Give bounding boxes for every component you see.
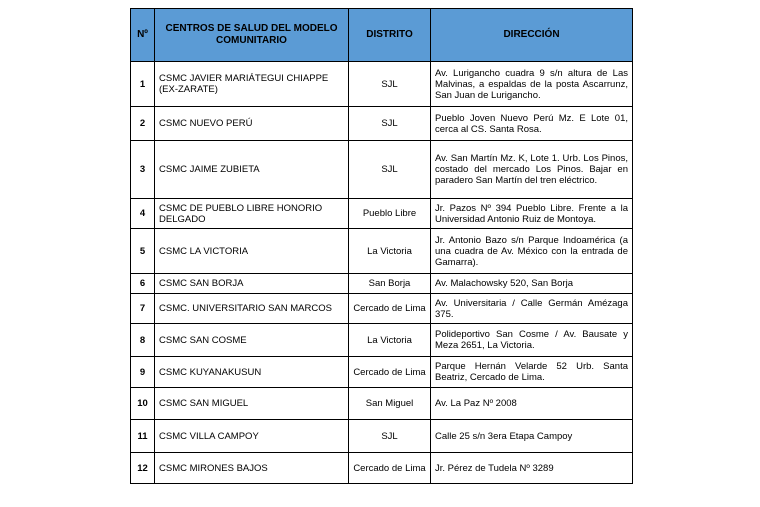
table-row (131, 199, 633, 229)
row-number: 1 (131, 62, 155, 107)
center-name: CSMC. UNIVERSITARIO SAN MARCOS (155, 294, 349, 324)
table-row (131, 324, 633, 357)
address: Av. La Paz Nº 2008 (431, 388, 633, 420)
address: Av. Malachowsky 520, San Borja (431, 274, 633, 294)
district: La Victoria (349, 324, 431, 357)
district: Cercado de Lima (349, 453, 431, 484)
address: Av. Universitaria / Calle Germán Amézaga 375. (431, 294, 633, 324)
center-name: CSMC KUYANAKUSUN (155, 357, 349, 388)
address: Jr. Pazos Nº 394 Pueblo Libre. Frente a la Universidad Antonio Ruiz de Montoya. (431, 199, 633, 229)
health-centers-table (130, 8, 633, 484)
table-row (131, 107, 633, 141)
district: SJL (349, 107, 431, 141)
table-row (131, 229, 633, 274)
table-row (131, 388, 633, 420)
center-name: CSMC SAN COSME (155, 324, 349, 357)
center-name: CSMC SAN BORJA (155, 274, 349, 294)
row-number: 6 (131, 274, 155, 294)
center-name: CSMC NUEVO PERÚ (155, 107, 349, 141)
row-number: 12 (131, 453, 155, 484)
row-number: 5 (131, 229, 155, 274)
address: Av. San Martín Mz. K, Lote 1. Urb. Los Pinos, costado del mercado Los Pinos. Bajar en paradero San Martín del tren eléctrico. (431, 141, 633, 199)
center-name: CSMC MIRONES BAJOS (155, 453, 349, 484)
header-number: Nº (131, 9, 155, 62)
table-row (131, 274, 633, 294)
district: Cercado de Lima (349, 294, 431, 324)
table-row (131, 453, 633, 484)
center-name: CSMC SAN MIGUEL (155, 388, 349, 420)
row-number: 10 (131, 388, 155, 420)
district: SJL (349, 420, 431, 453)
address: Polideportivo San Cosme / Av. Bausate y Meza 2651, La Victoria. (431, 324, 633, 357)
header-center-name: CENTROS DE SALUD DEL MODELO COMUNITARIO (155, 9, 349, 62)
district: San Miguel (349, 388, 431, 420)
row-number: 8 (131, 324, 155, 357)
center-name: CSMC LA VICTORIA (155, 229, 349, 274)
center-name: CSMC DE PUEBLO LIBRE HONORIO DELGADO (155, 199, 349, 229)
table-row (131, 420, 633, 453)
row-number: 4 (131, 199, 155, 229)
row-number: 9 (131, 357, 155, 388)
center-name: CSMC JAIME ZUBIETA (155, 141, 349, 199)
district: Cercado de Lima (349, 357, 431, 388)
header-row (131, 9, 633, 62)
center-name: CSMC JAVIER MARIÁTEGUI CHIAPPE (EX-ZARATE) (155, 62, 349, 107)
district: SJL (349, 141, 431, 199)
address: Pueblo Joven Nuevo Perú Mz. E Lote 01, cerca al CS. Santa Rosa. (431, 107, 633, 141)
center-name: CSMC VILLA CAMPOY (155, 420, 349, 453)
address: Parque Hernán Velarde 52 Urb. Santa Beatriz, Cercado de Lima. (431, 357, 633, 388)
district: La Victoria (349, 229, 431, 274)
district: SJL (349, 62, 431, 107)
row-number: 3 (131, 141, 155, 199)
table-row (131, 62, 633, 107)
row-number: 2 (131, 107, 155, 141)
row-number: 11 (131, 420, 155, 453)
address: Calle 25 s/n 3era Etapa Campoy (431, 420, 633, 453)
district: Pueblo Libre (349, 199, 431, 229)
address: Av. Lurigancho cuadra 9 s/n altura de Las Malvinas, a espaldas de la posta Ascarrunz, San Juan de Lurigancho. (431, 62, 633, 107)
header-address: DIRECCIÓN (431, 9, 633, 62)
row-number: 7 (131, 294, 155, 324)
table-row (131, 357, 633, 388)
district: San Borja (349, 274, 431, 294)
header-district: DISTRITO (349, 9, 431, 62)
address: Jr. Antonio Bazo s/n Parque Indoamérica (a una cuadra de Av. México con la entrada de Gamarra). (431, 229, 633, 274)
table-row (131, 294, 633, 324)
address: Jr. Pérez de Tudela Nº 3289 (431, 453, 633, 484)
table-row (131, 141, 633, 199)
